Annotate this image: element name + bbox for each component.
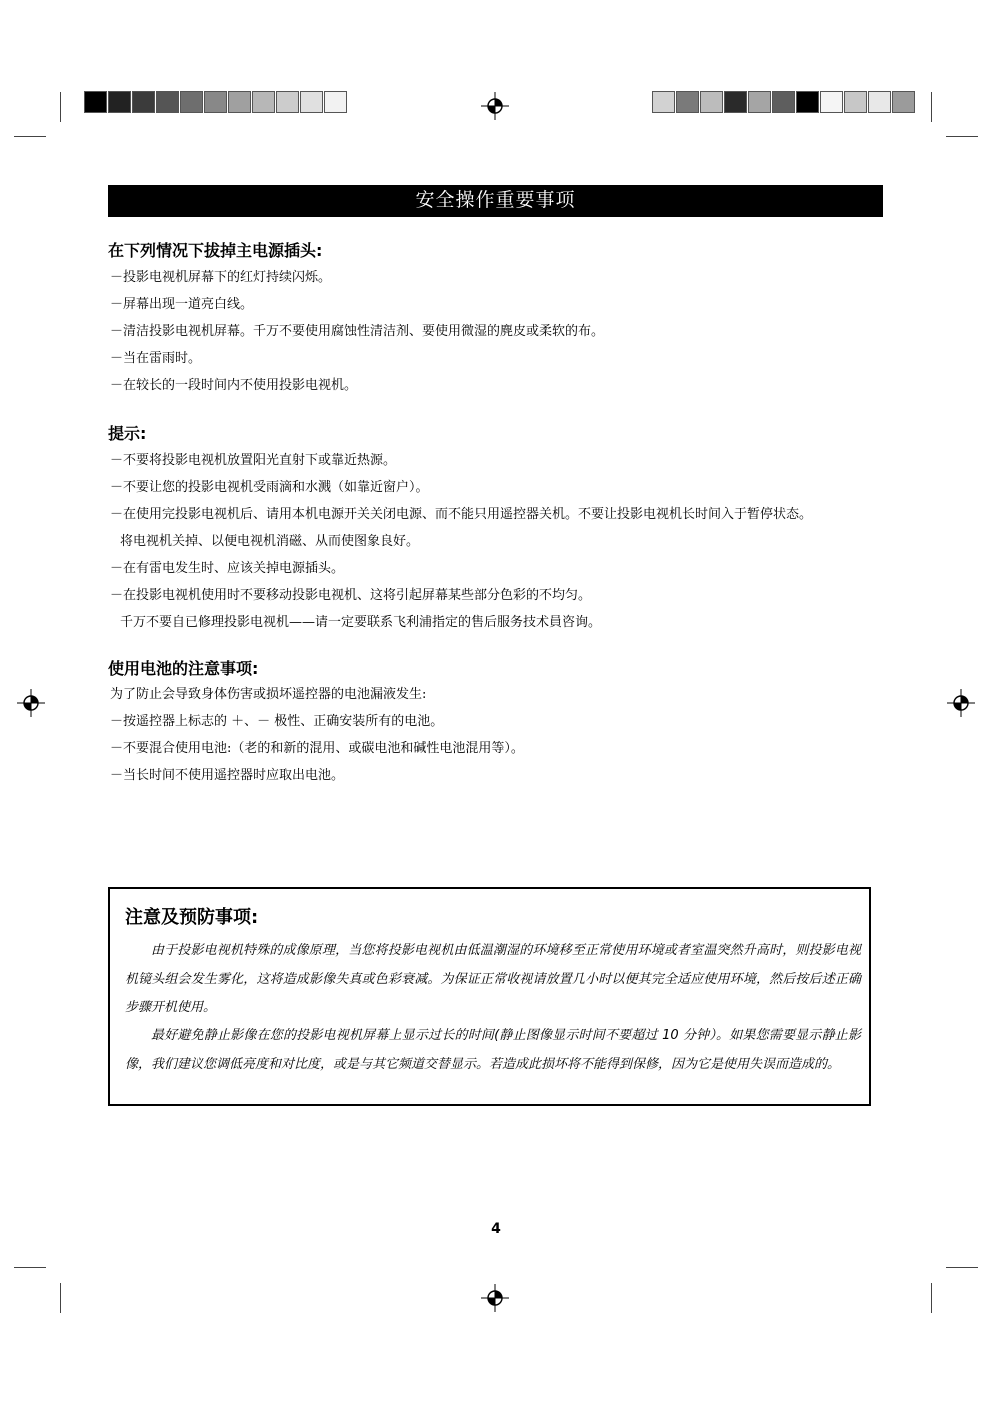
crop-mark [14,136,46,137]
registration-mark-icon [947,689,975,717]
list-item-continuation: 千万不要自已修理投影电视机——请一定要联系飞利浦指定的售后服务技术員咨询。 [120,615,602,630]
color-swatch [868,91,891,113]
color-swatch [892,91,915,113]
list-item: －当在雷雨时。 [110,351,202,366]
list-item: －屏幕出现一道亮白线。 [110,297,254,312]
color-swatch [156,91,179,113]
notice-title: 注意及预防事项: [125,907,259,928]
crop-mark [60,92,61,122]
section-heading-tips: 提示: [108,424,147,443]
color-swatch [180,91,203,113]
list-item: －在较长的一段时间内不使用投影电视机。 [110,378,358,393]
page-title: 安全操作重要事项 [108,185,883,217]
crop-mark [946,1267,978,1268]
section-heading-battery: 使用电池的注意事项: [108,659,259,678]
list-item: 为了防止会导致身体伤害或损坏遥控器的电池漏液发生: [110,687,427,702]
list-item: －当长时间不使用遥控器时应取出电池。 [110,768,345,783]
list-item: －不要将投影电视机放置阳光直射下或靠近热源。 [110,453,397,468]
color-swatch [252,91,275,113]
notice-paragraph-text: 由于投影电视机特殊的成像原理，当您将投影电视机由低温潮湿的环境移至正常使用环境或者室温突然升高时，则投影电视机镜头组会发生雾化，这将造成影像失真或色彩衰减。为保证正常收视请放置几小时以便其完全适应使用环境，然后按后述正确步骤开机使用。 [125,943,861,1015]
notice-paragraph-2 [125,1022,861,1079]
list-item: －清洁投影电视机屏幕。千万不要使用腐蚀性清洁剂、要使用微湿的麂皮或柔软的布。 [110,324,605,339]
notice-paragraph-1 [125,937,861,1023]
list-item-continuation: 将电视机关掉、以便电视机消磁、从而使图象良好。 [120,534,420,549]
list-item: －在有雷电发生时、应该关掉电源插头。 [110,561,345,576]
color-swatch [652,91,675,113]
unplug-list [110,264,890,399]
color-calibration-bar-right [652,91,916,113]
color-swatch [108,91,131,113]
list-item: －不要混合使用电池:（老的和新的混用、或碳电池和碱性电池混用等）。 [110,741,524,756]
battery-list [110,681,890,789]
crop-mark [14,1267,46,1268]
color-swatch [276,91,299,113]
color-swatch [676,91,699,113]
color-swatch [724,91,747,113]
registration-mark-icon [481,92,509,120]
crop-mark [946,136,978,137]
color-swatch [324,91,347,113]
list-item: －按遥控器上标志的 ＋、－ 极性、正确安装所有的电池。 [110,714,444,729]
list-item: －投影电视机屏幕下的红灯持续闪烁。 [110,270,332,285]
color-swatch [132,91,155,113]
color-swatch [228,91,251,113]
registration-mark-icon [17,689,45,717]
notice-paragraph-text: 最好避免静止影像在您的投影电视机屏幕上显示过长的时间(静止图像显示时间不要超过 10 分钟）。如果您需要显示静止影像，我们建议您调低亮度和对比度，或是与其它频道交替显示。若造成此损坏将不能得到保修，因为它是使用失误而造成的。 [125,1028,861,1072]
list-item: －在投影电视机使用时不要移动投影电视机、这将引起屏幕某些部分色彩的不均匀。 [110,588,592,603]
section-heading-unplug: 在下列情况下拔掉主电源插头: [108,241,323,260]
color-swatch [772,91,795,113]
crop-mark [931,92,932,122]
color-swatch [748,91,771,113]
color-swatch [204,91,227,113]
registration-mark-icon [481,1284,509,1312]
color-swatch [300,91,323,113]
notice-box [108,887,871,1106]
color-calibration-bar-left [84,91,348,113]
list-item: －在使用完投影电视机后、请用本机电源开关关闭电源、而不能只用遥控器关机。不要让投影电视机长时间入于暂停状态。 [110,507,813,522]
color-swatch [796,91,819,113]
list-item: －不要让您的投影电视机受雨滴和水溅（如靠近窗户）。 [110,480,429,495]
crop-mark [60,1283,61,1313]
color-swatch [844,91,867,113]
color-swatch [820,91,843,113]
tips-list [110,447,890,636]
page-number: 4 [491,1221,501,1237]
color-swatch [700,91,723,113]
crop-mark [931,1283,932,1313]
color-swatch [84,91,107,113]
